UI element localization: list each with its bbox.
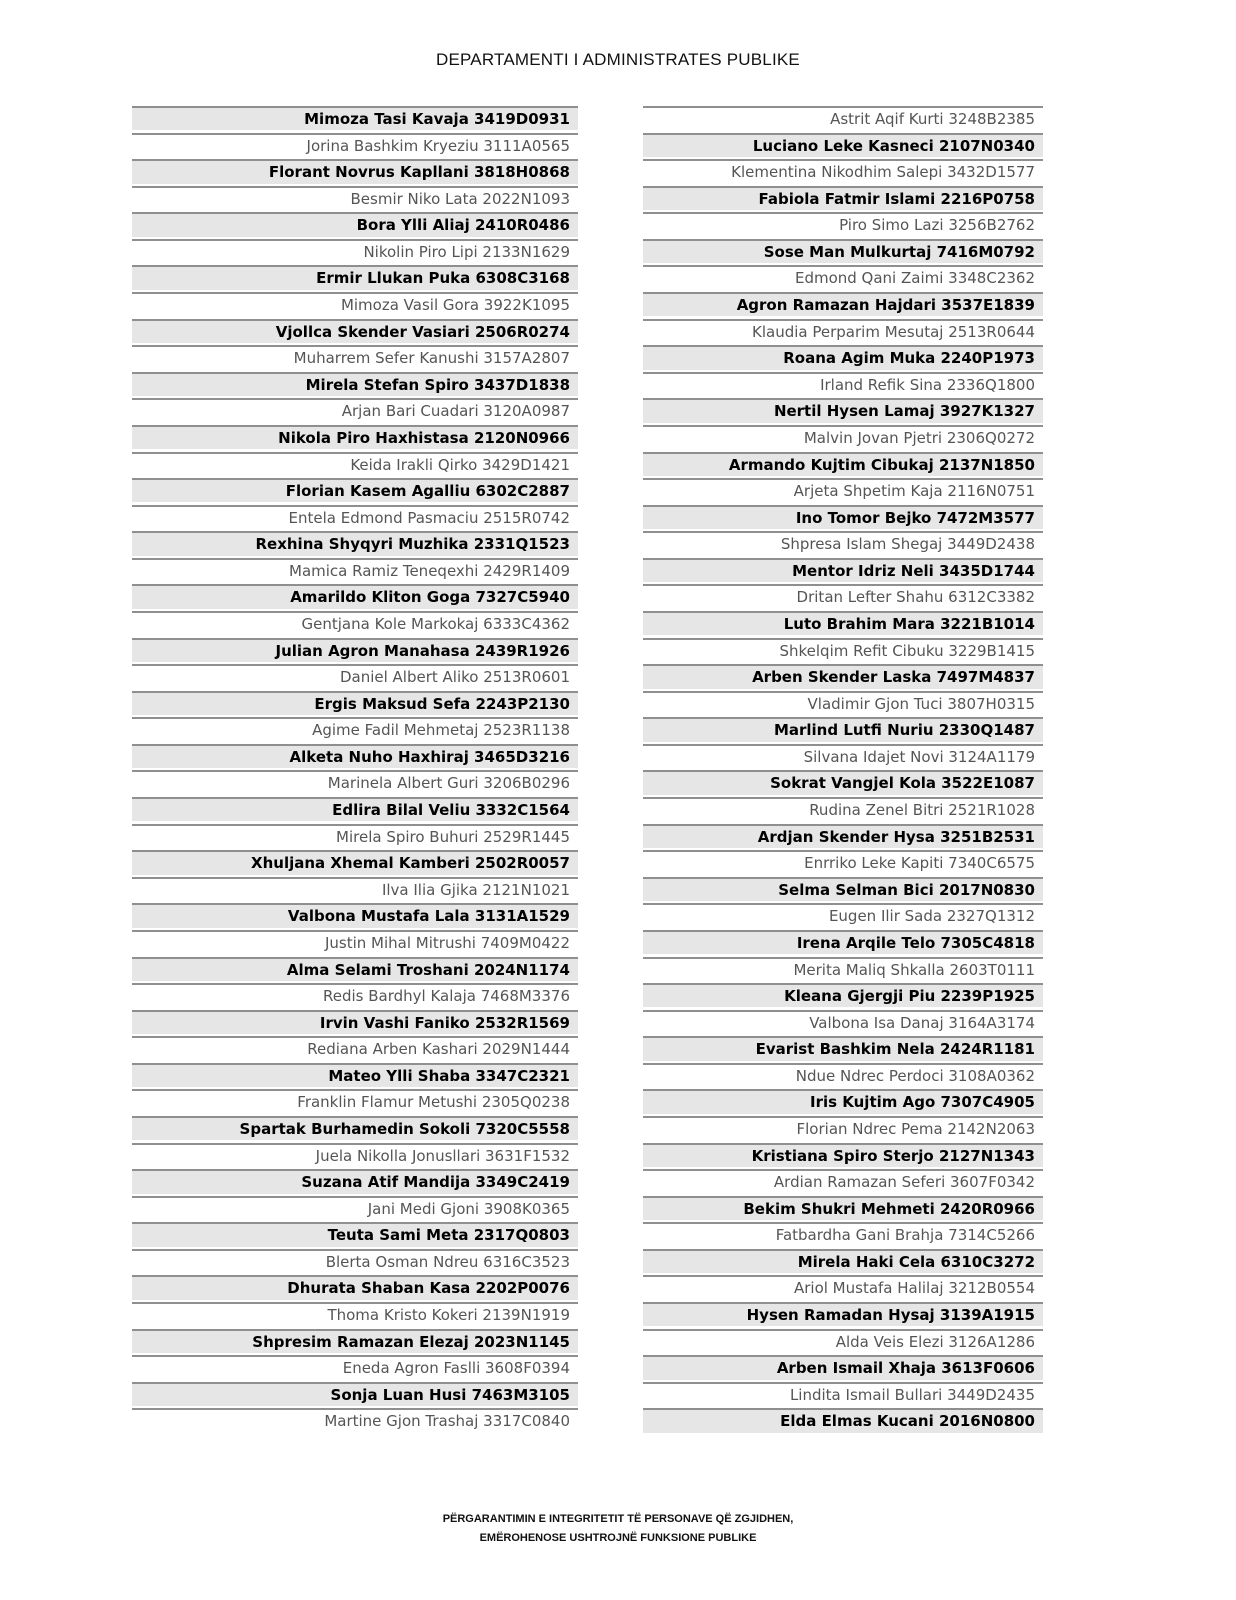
list-item: Alketa Nuho Haxhiraj 3465D3216 xyxy=(132,744,578,768)
list-item: Franklin Flamur Metushi 2305Q0238 xyxy=(132,1089,578,1113)
list-item: Fabiola Fatmir Islami 2216P0758 xyxy=(643,186,1043,210)
list-item: Arjeta Shpetim Kaja 2116N0751 xyxy=(643,478,1043,502)
list-item: Klaudia Perparim Mesutaj 2513R0644 xyxy=(643,319,1043,343)
list-item: Luciano Leke Kasneci 2107N0340 xyxy=(643,133,1043,157)
list-item: Sose Man Mulkurtaj 7416M0792 xyxy=(643,239,1043,263)
list-item: Alma Selami Troshani 2024N1174 xyxy=(132,957,578,981)
list-item: Eneda Agron Faslli 3608F0394 xyxy=(132,1355,578,1379)
list-item: Irena Arqile Telo 7305C4818 xyxy=(643,930,1043,954)
list-item: Merita Maliq Shkalla 2603T0111 xyxy=(643,957,1043,981)
list-item: Florian Kasem Agalliu 6302C2887 xyxy=(132,478,578,502)
footer-line-1: PËRGARANTIMIN E INTEGRITETIT TË PERSONAVE QË ZGJIDHEN, xyxy=(442,1513,794,1525)
list-item: Nikolin Piro Lipi 2133N1629 xyxy=(132,239,578,263)
list-item: Shpresa Islam Shegaj 3449D2438 xyxy=(643,531,1043,555)
list-item: Shpresim Ramazan Elezaj 2023N1145 xyxy=(132,1329,578,1353)
list-item: Sokrat Vangjel Kola 3522E1087 xyxy=(643,770,1043,794)
list-item: Shkelqim Refit Cibuku 3229B1415 xyxy=(643,638,1043,662)
list-item: Luto Brahim Mara 3221B1014 xyxy=(643,611,1043,635)
list-item: Eugen Ilir Sada 2327Q1312 xyxy=(643,903,1043,927)
list-item: Arben Skender Laska 7497M4837 xyxy=(643,664,1043,688)
list-item: Julian Agron Manahasa 2439R1926 xyxy=(132,638,578,662)
list-item: Florant Novrus Kapllani 3818H0868 xyxy=(132,159,578,183)
list-item: Vjollca Skender Vasiari 2506R0274 xyxy=(132,319,578,343)
right-name-list xyxy=(643,106,1043,1435)
list-item: Mamica Ramiz Teneqexhi 2429R1409 xyxy=(132,558,578,582)
list-item: Mimoza Tasi Kavaja 3419D0931 xyxy=(132,106,578,130)
list-item: Bora Ylli Aliaj 2410R0486 xyxy=(132,212,578,236)
list-item: Enrriko Leke Kapiti 7340C6575 xyxy=(643,850,1043,874)
list-item: Jani Medi Gjoni 3908K0365 xyxy=(132,1196,578,1220)
list-item: Blerta Osman Ndreu 6316C3523 xyxy=(132,1249,578,1273)
footer xyxy=(0,1510,1236,1548)
list-item: Evarist Bashkim Nela 2424R1181 xyxy=(643,1036,1043,1060)
list-item: Rediana Arben Kashari 2029N1444 xyxy=(132,1036,578,1060)
list-item: Ergis Maksud Sefa 2243P2130 xyxy=(132,691,578,715)
list-item: Iris Kujtim Ago 7307C4905 xyxy=(643,1089,1043,1113)
list-item: Selma Selman Bici 2017N0830 xyxy=(643,877,1043,901)
list-item: Valbona Mustafa Lala 3131A1529 xyxy=(132,903,578,927)
list-item: Silvana Idajet Novi 3124A1179 xyxy=(643,744,1043,768)
list-item: Rudina Zenel Bitri 2521R1028 xyxy=(643,797,1043,821)
list-item: Ardjan Skender Hysa 3251B2531 xyxy=(643,824,1043,848)
list-item: Fatbardha Gani Brahja 7314C5266 xyxy=(643,1222,1043,1246)
list-item: Valbona Isa Danaj 3164A3174 xyxy=(643,1010,1043,1034)
list-item: Irland Refik Sina 2336Q1800 xyxy=(643,372,1043,396)
list-item: Dritan Lefter Shahu 6312C3382 xyxy=(643,584,1043,608)
list-item: Irvin Vashi Faniko 2532R1569 xyxy=(132,1010,578,1034)
list-item: Sonja Luan Husi 7463M3105 xyxy=(132,1382,578,1406)
list-item: Hysen Ramadan Hysaj 3139A1915 xyxy=(643,1302,1043,1326)
list-item: Keida Irakli Qirko 3429D1421 xyxy=(132,452,578,476)
list-item: Agime Fadil Mehmetaj 2523R1138 xyxy=(132,717,578,741)
list-item: Ndue Ndrec Perdoci 3108A0362 xyxy=(643,1063,1043,1087)
list-item: Dhurata Shaban Kasa 2202P0076 xyxy=(132,1275,578,1299)
list-item: Mimoza Vasil Gora 3922K1095 xyxy=(132,292,578,316)
list-item: Malvin Jovan Pjetri 2306Q0272 xyxy=(643,425,1043,449)
list-item: Armando Kujtim Cibukaj 2137N1850 xyxy=(643,452,1043,476)
list-item: Bekim Shukri Mehmeti 2420R0966 xyxy=(643,1196,1043,1220)
list-item: Arben Ismail Xhaja 3613F0606 xyxy=(643,1355,1043,1379)
list-item: Ariol Mustafa Halilaj 3212B0554 xyxy=(643,1275,1043,1299)
list-item: Muharrem Sefer Kanushi 3157A2807 xyxy=(132,345,578,369)
list-item: Rexhina Shyqyri Muzhika 2331Q1523 xyxy=(132,531,578,555)
list-item: Mentor Idriz Neli 3435D1744 xyxy=(643,558,1043,582)
list-item: Marlind Lutfi Nuriu 2330Q1487 xyxy=(643,717,1043,741)
list-item: Martine Gjon Trashaj 3317C0840 xyxy=(132,1408,578,1432)
list-item: Piro Simo Lazi 3256B2762 xyxy=(643,212,1043,236)
list-item: Thoma Kristo Kokeri 2139N1919 xyxy=(132,1302,578,1326)
list-item: Elda Elmas Kucani 2016N0800 xyxy=(643,1408,1043,1432)
list-item: Marinela Albert Guri 3206B0296 xyxy=(132,770,578,794)
list-item: Redis Bardhyl Kalaja 7468M3376 xyxy=(132,983,578,1007)
list-item: Agron Ramazan Hajdari 3537E1839 xyxy=(643,292,1043,316)
list-item: Lindita Ismail Bullari 3449D2435 xyxy=(643,1382,1043,1406)
list-item: Mirela Haki Cela 6310C3272 xyxy=(643,1249,1043,1273)
list-item: Arjan Bari Cuadari 3120A0987 xyxy=(132,398,578,422)
list-item: Klementina Nikodhim Salepi 3432D1577 xyxy=(643,159,1043,183)
page-title: DEPARTAMENTI I ADMINISTRATES PUBLIKE xyxy=(436,50,800,69)
list-item: Edlira Bilal Veliu 3332C1564 xyxy=(132,797,578,821)
list-item: Ino Tomor Bejko 7472M3577 xyxy=(643,505,1043,529)
list-item: Juela Nikolla Jonusllari 3631F1532 xyxy=(132,1143,578,1167)
list-item: Kleana Gjergji Piu 2239P1925 xyxy=(643,983,1043,1007)
list-item: Edmond Qani Zaimi 3348C2362 xyxy=(643,265,1043,289)
list-item: Florian Ndrec Pema 2142N2063 xyxy=(643,1116,1043,1140)
list-item: Amarildo Kliton Goga 7327C5940 xyxy=(132,584,578,608)
list-item: Nertil Hysen Lamaj 3927K1327 xyxy=(643,398,1043,422)
list-item: Justin Mihal Mitrushi 7409M0422 xyxy=(132,930,578,954)
left-name-list xyxy=(132,106,578,1435)
list-item: Suzana Atif Mandija 3349C2419 xyxy=(132,1169,578,1193)
list-item: Daniel Albert Aliko 2513R0601 xyxy=(132,664,578,688)
list-item: Roana Agim Muka 2240P1973 xyxy=(643,345,1043,369)
list-item: Gentjana Kole Markokaj 6333C4362 xyxy=(132,611,578,635)
list-item: Teuta Sami Meta 2317Q0803 xyxy=(132,1222,578,1246)
list-item: Alda Veis Elezi 3126A1286 xyxy=(643,1329,1043,1353)
list-item: Entela Edmond Pasmaciu 2515R0742 xyxy=(132,505,578,529)
list-item: Jorina Bashkim Kryeziu 3111A0565 xyxy=(132,133,578,157)
list-item: Vladimir Gjon Tuci 3807H0315 xyxy=(643,691,1043,715)
list-item: Kristiana Spiro Sterjo 2127N1343 xyxy=(643,1143,1043,1167)
list-item: Mateo Ylli Shaba 3347C2321 xyxy=(132,1063,578,1087)
list-item: Spartak Burhamedin Sokoli 7320C5558 xyxy=(132,1116,578,1140)
list-item: Xhuljana Xhemal Kamberi 2502R0057 xyxy=(132,850,578,874)
list-item: Ermir Llukan Puka 6308C3168 xyxy=(132,265,578,289)
list-item: Astrit Aqif Kurti 3248B2385 xyxy=(643,106,1043,130)
list-item: Mirela Stefan Spiro 3437D1838 xyxy=(132,372,578,396)
list-item: Nikola Piro Haxhistasa 2120N0966 xyxy=(132,425,578,449)
list-item: Ilva Ilia Gjika 2121N1021 xyxy=(132,877,578,901)
footer-line-2: EMËROHENOSE USHTROJNË FUNKSIONE PUBLIKE xyxy=(479,1532,757,1544)
list-item: Ardian Ramazan Seferi 3607F0342 xyxy=(643,1169,1043,1193)
list-item: Besmir Niko Lata 2022N1093 xyxy=(132,186,578,210)
list-item: Mirela Spiro Buhuri 2529R1445 xyxy=(132,824,578,848)
